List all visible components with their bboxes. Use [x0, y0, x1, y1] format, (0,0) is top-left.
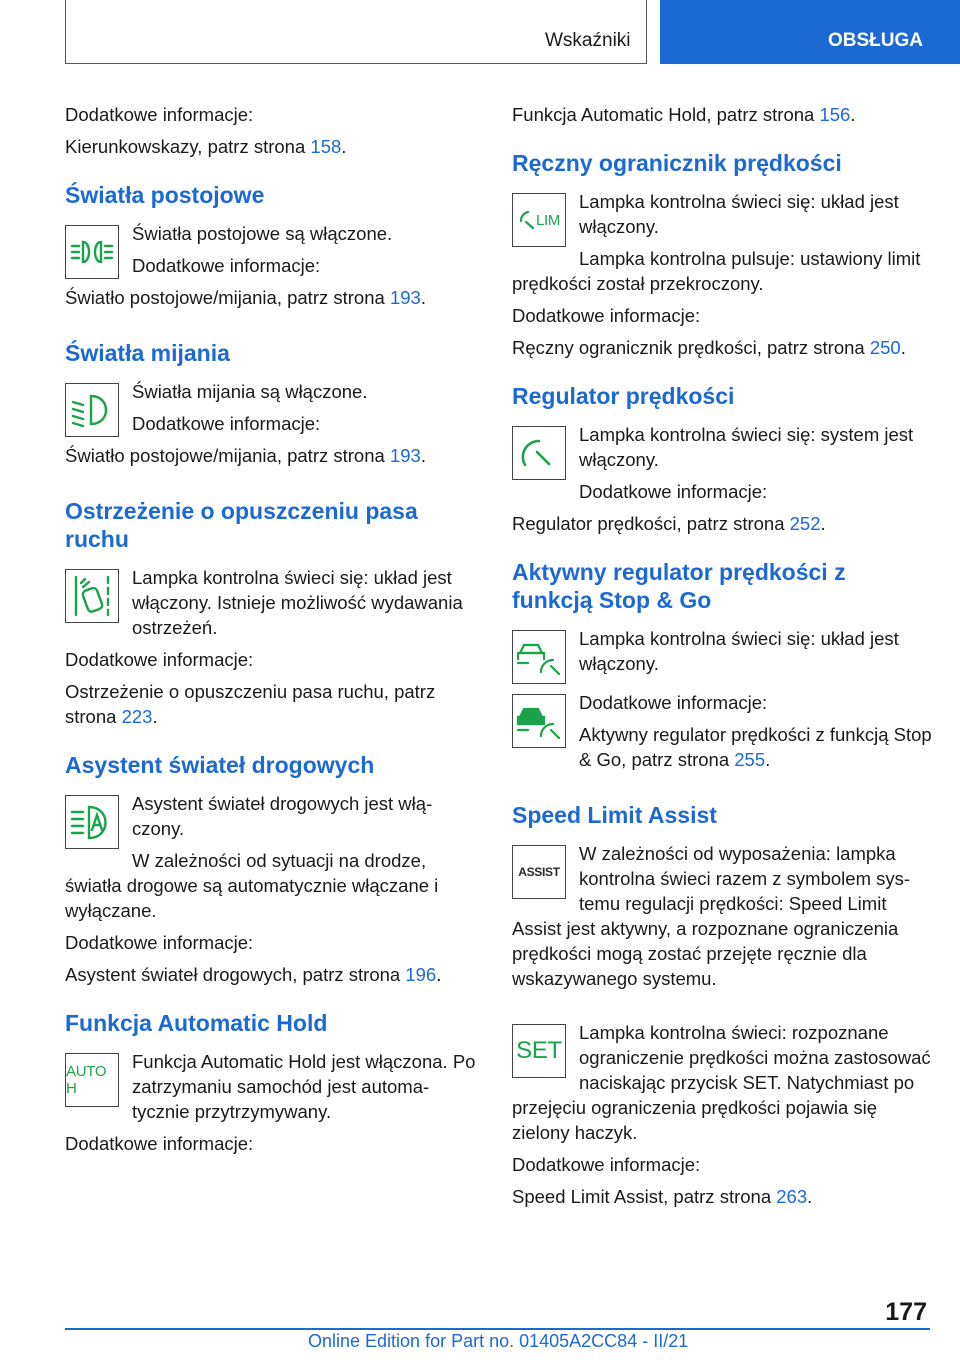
high-beam-assist-icon	[65, 795, 119, 849]
page-link[interactable]: 250	[869, 337, 901, 358]
auto-hold-icon: AUTO H	[65, 1053, 119, 1107]
footer-edition: Online Edition for Part no. 01405A2CC84 - II/21	[308, 1331, 689, 1351]
page-link[interactable]: 255	[734, 749, 766, 770]
cruise-control-icon	[512, 426, 566, 480]
page-link[interactable]: 223	[121, 706, 153, 727]
page-link[interactable]: 158	[310, 136, 342, 157]
section-heading: Światła postojowe	[65, 182, 265, 208]
right-column: Funkcja Automatic Hold, patrz strona 156. Ręczny ogranicznik prędkości LIM Lampka kontrolna świeci się: układ jest włączony. Lampka kontrolna pulsuje: ustawiony limit prędkości został przekroczony. Dodatkowe informacje: Ręczny ogranicznik prędkości, patrz strona 250. Regulator prędkości Lampka kontrolna świeci się: system jest włączony. Dodatkowe informacje: Regulator prędkości, patrz strona 252. Aktywny regulator prędkości z funkcją Stop & Go Lampka kontrolna świeci się: układ jest włączony. Dodatkowe informacje: Aktywny regulator prędkości z funkcją Stop & Go, patrz strona 255. Speed Limit Assist ASSIST W zależności od wyposażenia: lampka kontrolna świeci razem z symbolem systemu regulacji prędkości: Speed Limit Assist jest aktywny, a rozpoznane ograniczenia prędkości mogą zostać przejęte ręcznie dla wskazywanego systemu. SET Lampka kontrolna świeci: rozpoznane ograniczenie prędkości można zastosować naciskając przycisk SET. Natychmiast po przejęciu ograniczenia prędkości pojawia się zielony haczyk. Dodatkowe informacje: Speed Limit Assist, patrz strona 263.	[512, 104, 932, 1207]
page-link[interactable]: 196	[405, 964, 437, 985]
intro-label: Dodatkowe informacje:	[65, 104, 254, 125]
page-link[interactable]: 252	[789, 513, 821, 534]
page-link[interactable]: 156	[819, 104, 851, 125]
indicator-entry: ASSIST W zależności od wyposażenia: lampka kontrolna świeci razem z symbolem systemu regulacji prędkości: Speed Limit Assist jest aktywny, a rozpoznane ograniczenia prędkości mogą zostać przejęte ręcznie dla wskazywanego systemu. SET Lampka kontrolna świeci: rozpoznane ograniczenie prędkości można zastosować naciskając przycisk SET. Natychmiast po przejęciu ograniczenia prędkości pojawia się zielony haczyk. Dodatkowe informacje: Speed Limit Assist, patrz strona 263.	[512, 843, 931, 1207]
indicator-entry: Asystent świateł drogowych jest włączony. W zależności od sytuacji na drodze, światła drogowe są automatycznie włączane i wyłączane. Dodatkowe informacje: Asystent świateł drogowych, patrz strona 196.	[65, 793, 442, 985]
lane-departure-icon	[65, 569, 119, 623]
active-cruise-outline-icon	[512, 630, 566, 684]
page-link[interactable]: 193	[389, 287, 421, 308]
section-heading: Ręczny ogranicznik prędkości	[512, 150, 842, 176]
page-link[interactable]: 193	[389, 445, 421, 466]
section-heading: Aktywny regulator prędkości z funkcją Stop & Go	[512, 559, 846, 613]
header-section-title: Wskaźniki	[545, 30, 631, 51]
active-cruise-filled-icon	[512, 694, 566, 748]
assist-icon: ASSIST	[512, 845, 566, 899]
section-heading: Asystent świateł drogowych	[65, 752, 375, 778]
page-link[interactable]: 263	[776, 1186, 808, 1207]
low-beam-icon	[65, 383, 119, 437]
footer-divider	[65, 1328, 930, 1330]
left-column	[65, 102, 477, 1163]
indicator-entry: Światła mijania są włączone. Dodatkowe informacje: Światło postojowe/mijania, patrz strona 193.	[65, 381, 426, 466]
indicator-entry: LIM Lampka kontrolna świeci się: układ jest włączony. Lampka kontrolna pulsuje: ustawiony limit prędkości został przekroczony. Dodatkowe informacje: Ręczny ogranicznik prędkości, patrz strona 250.	[512, 191, 921, 358]
header-chapter-tab: OBSŁUGA	[660, 0, 960, 64]
section-heading: Regulator prędkości	[512, 383, 735, 409]
indicator-entry: Światła postojowe są włączone. Dodatkowe informacje: Światło postojowe/mijania, patrz strona 193.	[65, 223, 426, 308]
section-heading: Speed Limit Assist	[512, 802, 717, 828]
speed-limiter-icon: LIM	[512, 193, 566, 247]
indicator-entry: Lampka kontrolna świeci się: system jest włączony. Dodatkowe informacje: Regulator prędkości, patrz strona 252.	[512, 424, 914, 534]
indicator-entry: AUTO H Funkcja Automatic Hold jest włączona. Po zatrzymaniu samochód jest automatycznie przytrzymywany. Dodatkowe informacje:	[65, 1051, 476, 1154]
indicator-entry: Lampka kontrolna świeci się: układ jest włączony. Istnieje możliwość wydawania ostrzeżeń. Dodatkowe informacje: Ostrzeżenie o opuszczeniu pasa ruchu, patrz strona 223.	[65, 567, 463, 727]
section-heading: Funkcja Automatic Hold	[65, 1010, 328, 1036]
parking-lights-icon	[65, 225, 119, 279]
indicator-entry: Lampka kontrolna świeci się: układ jest włączony. Dodatkowe informacje: Aktywny regulator prędkości z funkcją Stop & Go, patrz strona 255.	[512, 626, 932, 779]
section-heading: Światła mijania	[65, 340, 230, 366]
intro-ref: Kierunkowskazy, patrz strona 158.	[65, 136, 347, 157]
section-heading: Ostrzeżenie o opuszczeniu pasa ruchu	[65, 498, 418, 552]
set-icon: SET	[512, 1024, 566, 1078]
page-number: 177	[885, 1298, 927, 1326]
